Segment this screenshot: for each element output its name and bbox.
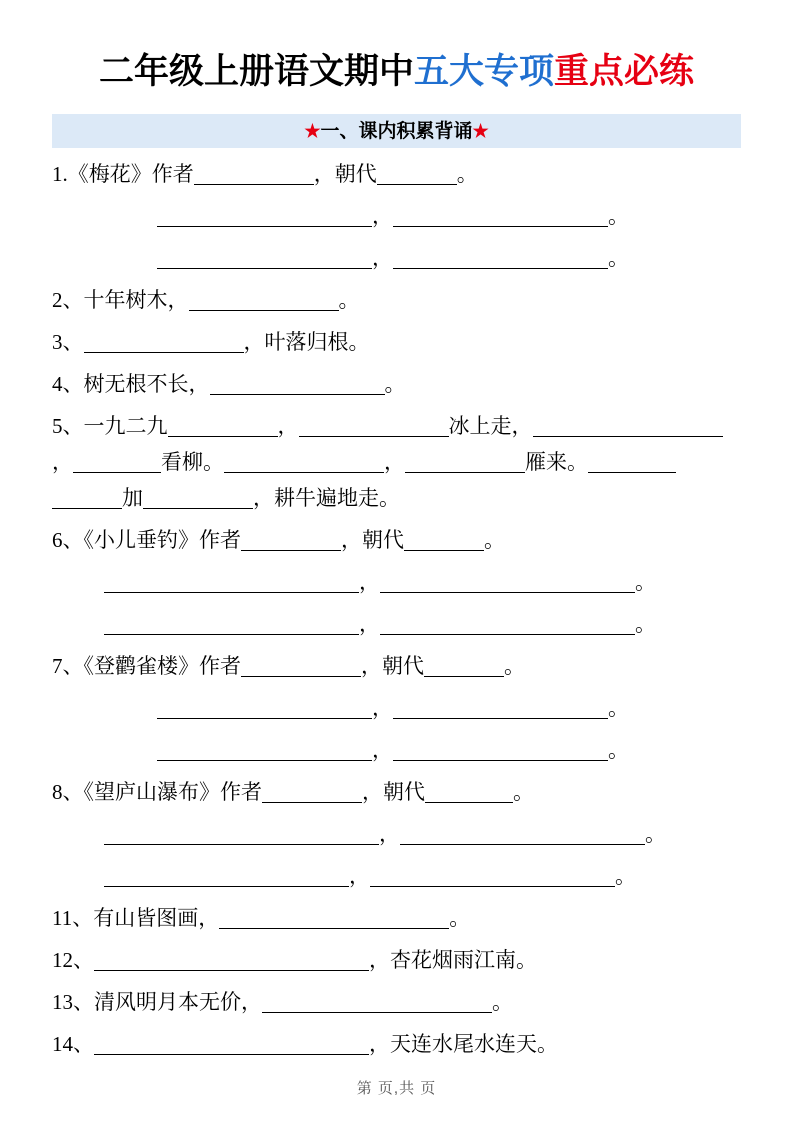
question-7-mid: ，朝代 bbox=[361, 654, 424, 678]
question-14-lead: 14、 bbox=[52, 1032, 94, 1056]
answer-blank[interactable] bbox=[52, 488, 122, 509]
question-4-lead: 4、树无根不长， bbox=[52, 372, 210, 396]
period: 。 bbox=[608, 246, 629, 270]
question-8-line-2 bbox=[52, 816, 741, 852]
question-7-lead: 7、《登鹳雀楼》作者 bbox=[52, 654, 241, 678]
question-3-lead: 3、 bbox=[52, 330, 84, 354]
answer-blank[interactable] bbox=[157, 248, 372, 269]
answer-blank[interactable] bbox=[104, 866, 349, 887]
question-13-lead: 13、清风明月本无价， bbox=[52, 990, 262, 1014]
answer-blank[interactable] bbox=[219, 908, 449, 929]
comma: ， bbox=[379, 822, 400, 846]
answer-blank[interactable] bbox=[393, 248, 608, 269]
question-14 bbox=[52, 1026, 741, 1062]
question-list bbox=[52, 156, 741, 1062]
comma: ， bbox=[372, 204, 393, 228]
question-6-mid: ，朝代 bbox=[341, 528, 404, 552]
question-6-line-3 bbox=[52, 606, 741, 642]
answer-blank[interactable] bbox=[104, 572, 359, 593]
question-12-lead: 12、 bbox=[52, 948, 94, 972]
page-title bbox=[52, 50, 741, 94]
answer-blank[interactable] bbox=[400, 824, 645, 845]
question-7-end: 。 bbox=[504, 654, 525, 678]
comma: ， bbox=[349, 864, 370, 888]
question-2 bbox=[52, 282, 741, 318]
question-5-i: 。 bbox=[379, 486, 400, 510]
answer-blank[interactable] bbox=[143, 488, 253, 509]
question-1-lead: 1.《梅花》作者 bbox=[52, 162, 194, 186]
question-11-end: 。 bbox=[449, 906, 471, 930]
period: 。 bbox=[635, 570, 656, 594]
period: 。 bbox=[615, 864, 636, 888]
question-7-line-3 bbox=[52, 732, 741, 768]
answer-blank[interactable] bbox=[157, 698, 372, 719]
question-5-b: 冰上走， bbox=[448, 414, 533, 438]
period: 。 bbox=[608, 204, 629, 228]
question-4-end: 。 bbox=[384, 372, 406, 396]
question-7-line-2 bbox=[52, 690, 741, 726]
question-1-end: 。 bbox=[456, 162, 478, 186]
question-5-d: 看柳。 bbox=[161, 450, 224, 474]
question-6-line-2 bbox=[52, 564, 741, 600]
answer-blank[interactable] bbox=[94, 950, 369, 971]
question-2-lead: 2、十年树木， bbox=[52, 288, 189, 312]
question-6-lead: 6、《小儿垂钓》作者 bbox=[52, 528, 241, 552]
answer-blank[interactable] bbox=[663, 416, 723, 437]
answer-blank[interactable] bbox=[210, 374, 385, 395]
question-6 bbox=[52, 522, 741, 558]
question-3 bbox=[52, 324, 741, 360]
question-1-line-2 bbox=[52, 198, 741, 234]
answer-blank[interactable] bbox=[241, 530, 341, 551]
answer-blank[interactable] bbox=[194, 164, 314, 185]
answer-blank[interactable] bbox=[393, 698, 608, 719]
question-8-end: 。 bbox=[513, 780, 534, 804]
comma: ， bbox=[359, 612, 380, 636]
question-5-f: 雁来。 bbox=[525, 450, 588, 474]
answer-blank[interactable] bbox=[377, 164, 457, 185]
answer-blank[interactable] bbox=[380, 614, 635, 635]
answer-blank[interactable] bbox=[157, 206, 372, 227]
question-8 bbox=[52, 774, 741, 810]
answer-blank[interactable] bbox=[168, 416, 278, 437]
answer-blank[interactable] bbox=[424, 656, 504, 677]
answer-blank[interactable] bbox=[241, 656, 361, 677]
question-13 bbox=[52, 984, 741, 1020]
question-1-line-3 bbox=[52, 240, 741, 276]
answer-blank[interactable] bbox=[262, 992, 492, 1013]
question-4 bbox=[52, 366, 741, 402]
question-3-tail: ，叶落归根。 bbox=[243, 330, 370, 354]
answer-blank[interactable] bbox=[73, 452, 161, 473]
answer-blank[interactable] bbox=[393, 206, 608, 227]
page-title-part2: 五大专项 bbox=[413, 52, 554, 91]
answer-blank[interactable] bbox=[370, 866, 615, 887]
answer-blank[interactable] bbox=[104, 614, 359, 635]
question-1 bbox=[52, 156, 741, 192]
answer-blank[interactable] bbox=[84, 332, 244, 353]
question-5-a: ， bbox=[277, 414, 299, 438]
answer-blank[interactable] bbox=[94, 1034, 369, 1055]
question-11-lead: 11、有山皆图画， bbox=[52, 906, 220, 930]
page-title-part1: 二年级上册语文期中 bbox=[98, 52, 414, 91]
answer-blank[interactable] bbox=[299, 416, 449, 437]
answer-blank[interactable] bbox=[189, 290, 339, 311]
section-header-label: 一、课内积累背诵 bbox=[320, 121, 473, 142]
question-6-end: 。 bbox=[484, 528, 505, 552]
star-right-icon: ★ bbox=[472, 121, 489, 141]
question-5-e: ， bbox=[384, 450, 405, 474]
answer-blank[interactable] bbox=[224, 452, 384, 473]
answer-blank[interactable] bbox=[157, 740, 372, 761]
question-13-end: 。 bbox=[492, 990, 513, 1014]
answer-blank[interactable] bbox=[380, 572, 635, 593]
star-left-icon: ★ bbox=[304, 121, 321, 141]
page-title-part3: 重点必练 bbox=[554, 52, 695, 91]
question-5-lead: 5、一九二九 bbox=[52, 414, 168, 438]
period: 。 bbox=[608, 738, 629, 762]
answer-blank[interactable] bbox=[425, 782, 513, 803]
question-14-tail: ，天连水尾水连天。 bbox=[369, 1032, 558, 1056]
question-5-h: ，耕牛遍地走 bbox=[253, 486, 379, 510]
question-12 bbox=[52, 942, 741, 978]
question-5-g: 加 bbox=[122, 486, 143, 510]
question-11 bbox=[52, 900, 741, 936]
answer-blank[interactable] bbox=[404, 530, 484, 551]
comma: ， bbox=[372, 738, 393, 762]
comma: ， bbox=[359, 570, 380, 594]
question-12-tail: ，杏花烟雨江南。 bbox=[369, 948, 537, 972]
answer-blank[interactable] bbox=[533, 416, 663, 437]
question-8-line-3 bbox=[52, 858, 741, 894]
answer-blank[interactable] bbox=[104, 824, 379, 845]
question-5-c: ， bbox=[52, 450, 73, 474]
question-1-mid: ，朝代 bbox=[313, 162, 377, 186]
period: 。 bbox=[645, 822, 666, 846]
period: 。 bbox=[635, 612, 656, 636]
answer-blank[interactable] bbox=[393, 740, 608, 761]
period: 。 bbox=[608, 696, 629, 720]
comma: ， bbox=[372, 696, 393, 720]
answer-blank[interactable] bbox=[262, 782, 362, 803]
question-8-mid: ，朝代 bbox=[362, 780, 425, 804]
page-footer: 第 页,共 页 bbox=[356, 1080, 437, 1097]
answer-blank[interactable] bbox=[588, 452, 676, 473]
section-header bbox=[52, 114, 741, 148]
question-5 bbox=[52, 408, 741, 516]
comma: ， bbox=[372, 246, 393, 270]
question-8-lead: 8、《望庐山瀑布》作者 bbox=[52, 780, 262, 804]
question-2-end: 。 bbox=[338, 288, 360, 312]
answer-blank[interactable] bbox=[405, 452, 525, 473]
question-7 bbox=[52, 648, 741, 684]
